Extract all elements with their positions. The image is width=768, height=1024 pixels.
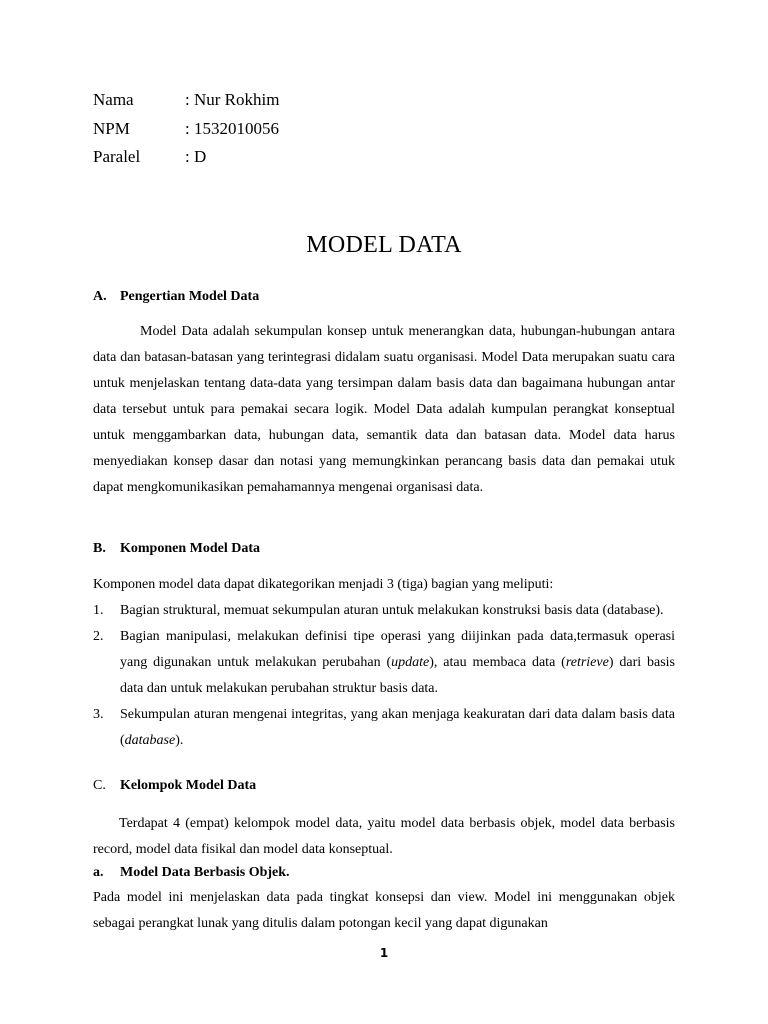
list-item [93,598,675,624]
section-b-heading [93,541,260,557]
section-number: C. [93,778,106,793]
list-text [120,624,675,702]
identity-row-paralel [93,143,279,172]
section-a-heading [93,289,259,305]
list-text-part: ) dari basis data dan untuk melakukan perubahan struktur basis data. [120,655,675,696]
identity-row-npm [93,115,279,144]
italic-term: retrieve [565,655,609,670]
italic-term: database [124,733,176,748]
identity-row-name [93,86,279,115]
identity-value: : D [185,147,207,167]
component-list [93,598,675,754]
list-text-part: ), atau membaca data ( [429,655,566,670]
section-number: B. [93,541,106,556]
identity-label: NPM [93,118,130,138]
list-text: Bagian struktural, memuat sekumpulan aturan untuk melakukan konstruksi basis data (database). [120,603,664,618]
list-text-part: Bagian manipulasi, melakukan definisi tipe operasi yang diijinkan pada data,termasuk operasi yang digunakan untuk melakukan perubahan ( [120,629,675,670]
section-b-intro: Komponen model data dapat dikategorikan menjadi 3 (tiga) bagian yang meliputi: [93,577,554,592]
list-number: 3. [93,707,104,722]
section-ca-heading [93,865,290,881]
italic-term: update [391,655,430,670]
section-a-paragraph: Model Data adalah sekumpulan konsep untuk menerangkan data, hubungan-hubungan antara data dan batasan-batasan yang terintegrasi didalam suatu organisasi. Model Data merupakan suatu cara untuk menjelaskan tentang data-data yang tersimpan dalam basis data dan bagaimana hubungan antar data tersebut untuk para pemakai secara logik. Model Data adalah kumpulan perangkat konseptual untuk menggambarkan data, hubungan data, semantik data dan batasan data. Model data harus menyediakan konsep dasar dan notasi yang memungkinkan perancang basis data dan pemakai utuk dapat mengkomunikasikan pemahamannya mengenai organisasi data. [93,324,675,495]
page-title: MODEL DATA [306,232,462,258]
identity-value: : Nur Rokhim [185,90,280,110]
identity-label: Nama [93,90,134,110]
section-c-heading [93,778,256,794]
identity-block [93,86,279,172]
identity-label: Paralel [93,147,141,167]
list-text-part: ). [175,733,184,748]
section-title: Model Data Berbasis Objek. [120,865,290,880]
section-c-paragraph: Terdapat 4 (empat) kelompok model data, yaitu model data berbasis objek, model data berbasis record, model data fisikal dan model data konseptual. [93,816,675,857]
identity-value: : 1532010056 [185,118,279,138]
list-text-part: Sekumpulan aturan mengenai integritas, yang akan menjaga keakuratan dari data dalam basis data ( [120,707,675,748]
page-number: 1 [379,946,389,960]
section-title: Kelompok Model Data [120,778,257,793]
list-number: 1. [93,603,104,618]
section-title: Komponen Model Data [120,541,260,556]
list-item [93,702,675,754]
section-title: Pengertian Model Data [120,289,260,304]
list-number: 2. [93,629,104,644]
list-text [120,702,675,754]
list-item [93,624,675,702]
section-number: A. [93,289,107,304]
section-number: a. [93,865,104,880]
section-ca-paragraph: Pada model ini menjelaskan data pada tingkat konsepsi dan view. Model ini menggunakan objek sebagai perangkat lunak yang ditulis dalam potongan kecil yang dapat digunakan [93,890,675,931]
